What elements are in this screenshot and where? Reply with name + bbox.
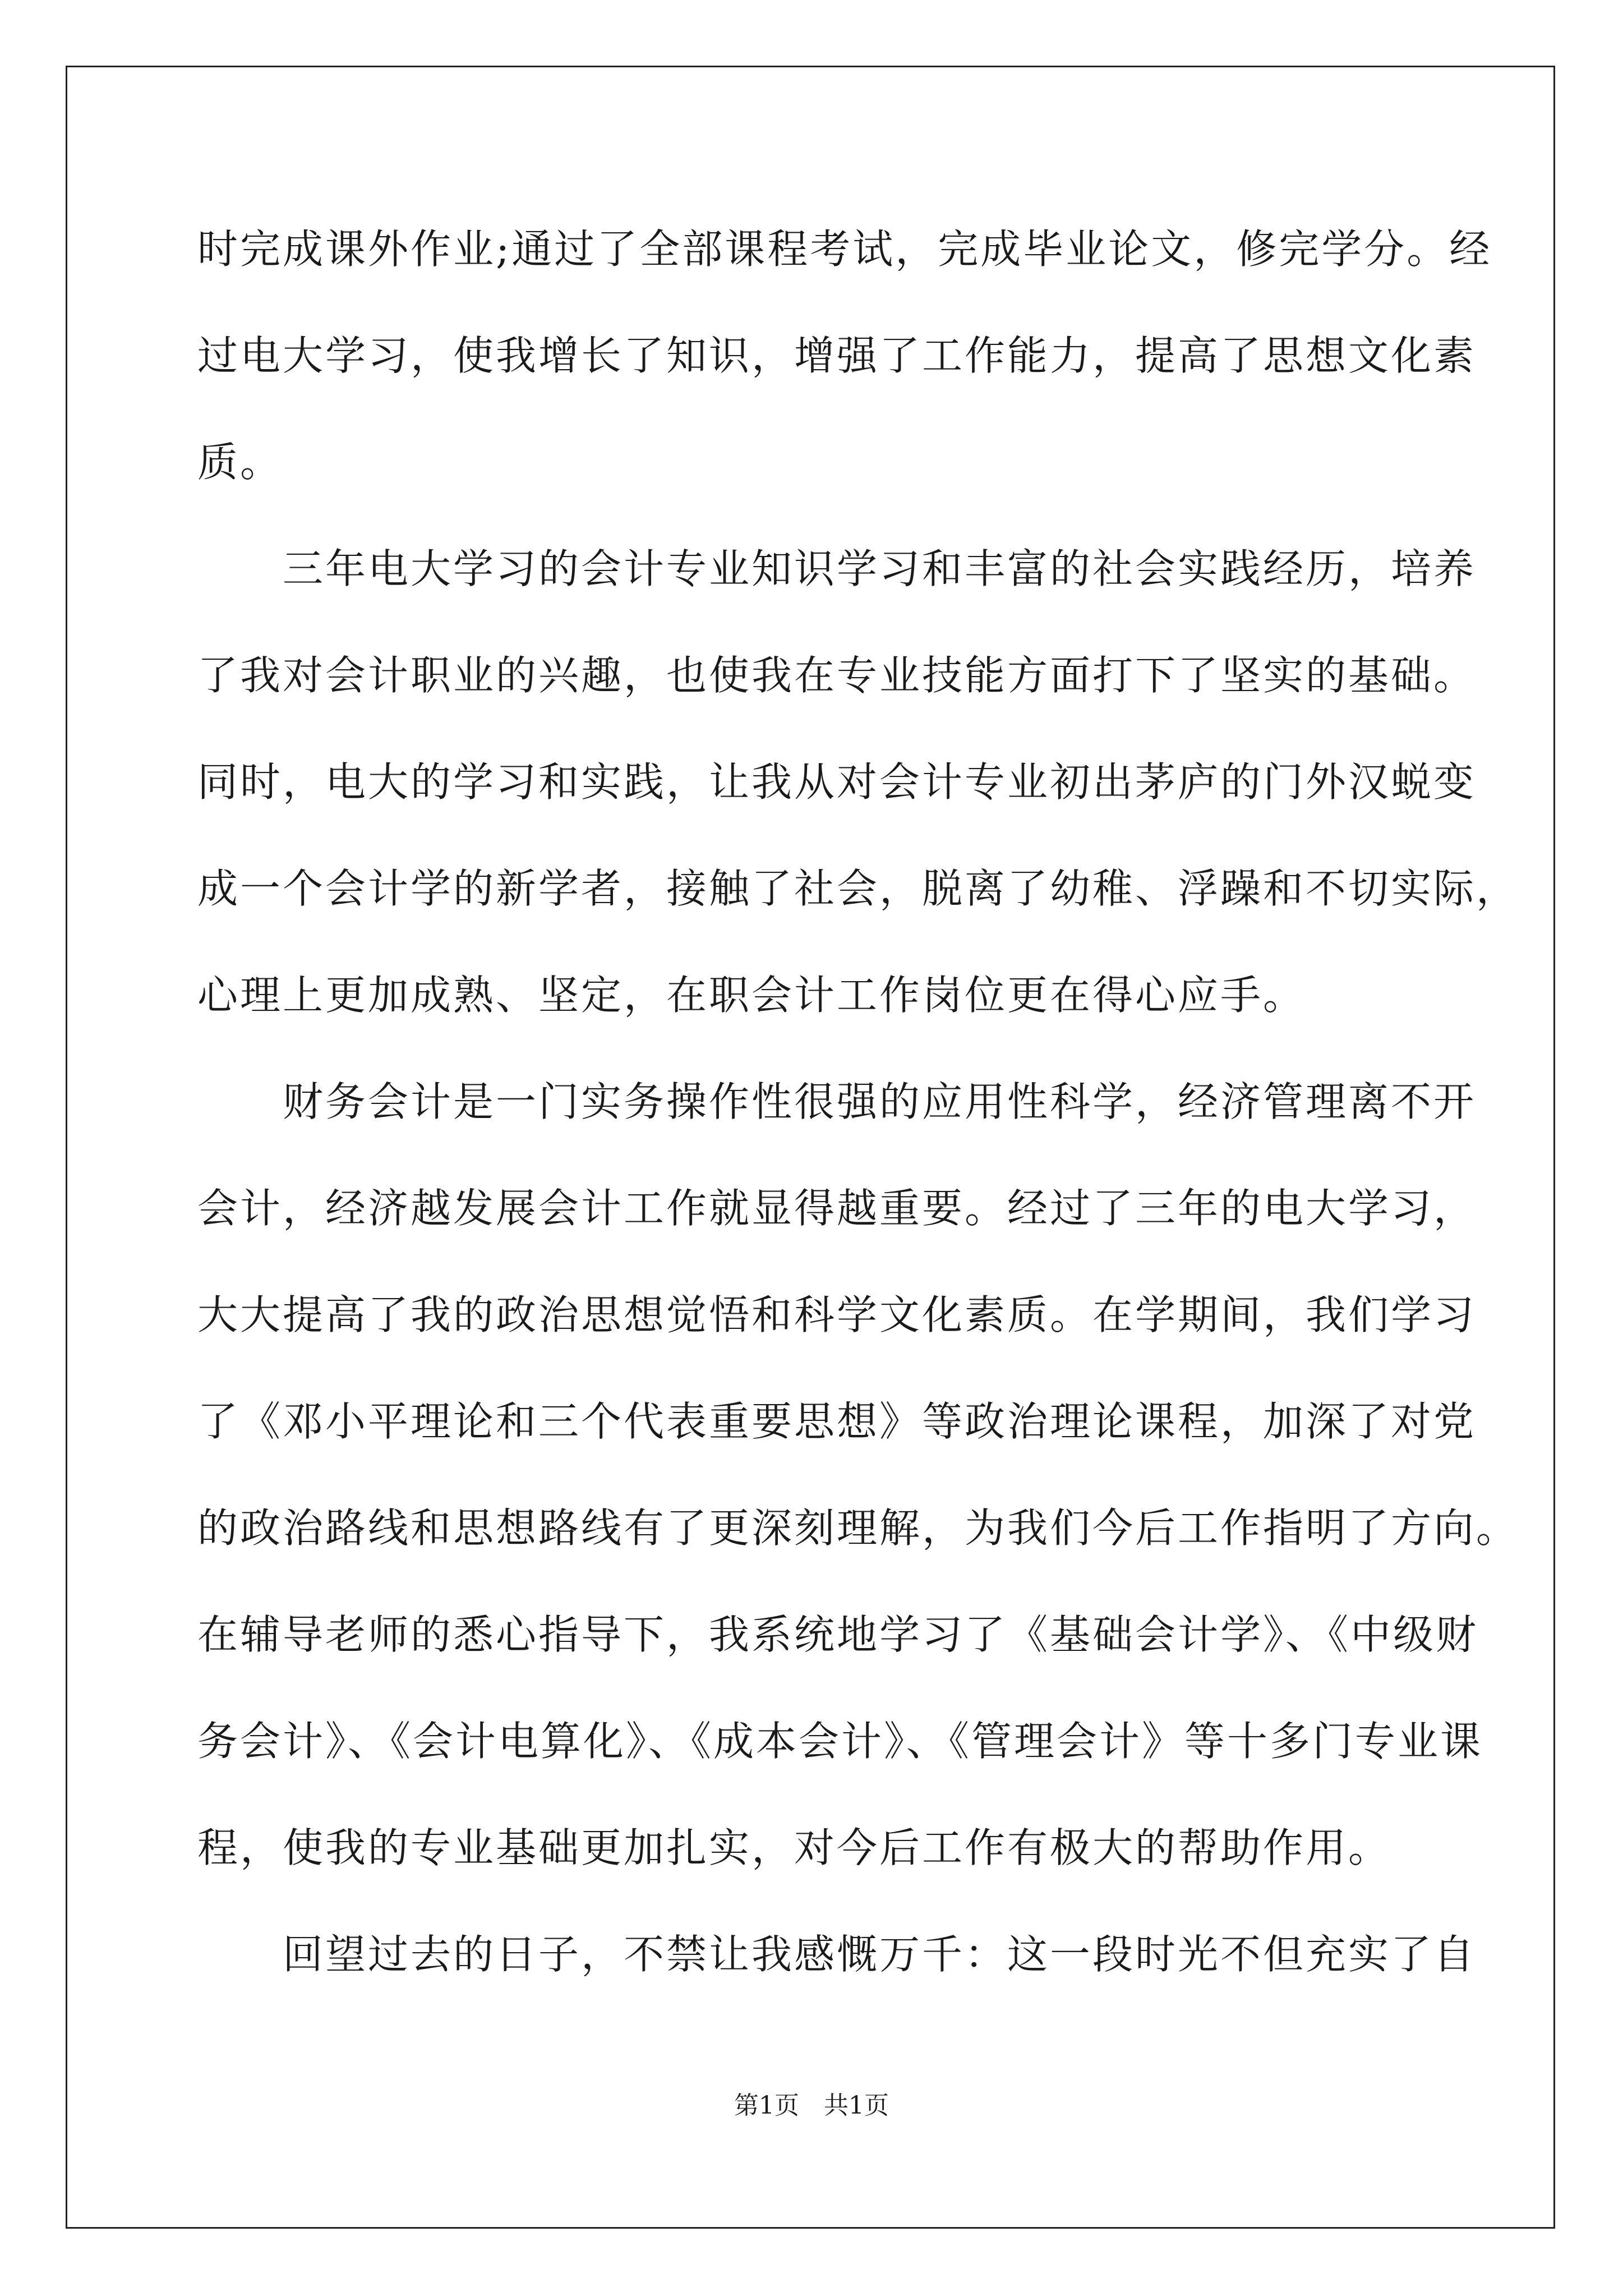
text-line: 成一个会计学的新学者，接触了社会，脱离了幼稚、浮躁和不切实际，: [197, 865, 1519, 912]
text-line: 程，使我的专业基础更加扎实，对今后工作有极大的帮助作用。: [197, 1824, 1391, 1871]
text-line: 同时，电大的学习和实践，让我从对会计专业初出茅庐的门外汉蜕变: [197, 758, 1477, 806]
page-number: 第1页 共1页: [734, 2091, 889, 2120]
text-line: 三年电大学习的会计专业知识学习和丰富的社会实践经历，培养: [197, 545, 1477, 592]
text-line: 了《邓小平理论和三个代表重要思想》等政治理论课程，加深了对党: [197, 1398, 1477, 1445]
text-line: 过电大学习，使我增长了知识，增强了工作能力，提高了思想文化素: [197, 332, 1477, 379]
text-line: 了我对会计职业的兴趣，也使我在专业技能方面打下了坚实的基础。: [197, 652, 1477, 699]
text-line: 回望过去的日子，不禁让我感慨万千：这一段时光不但充实了自: [197, 1931, 1477, 1978]
text-line: 质。: [197, 439, 283, 486]
text-line: 会计，经济越发展会计工作就显得越重要。经过了三年的电大学习，: [197, 1185, 1477, 1232]
text-line: 财务会计是一门实务操作性很强的应用性科学，经济管理离不开: [197, 1078, 1477, 1125]
page-border: [66, 66, 1555, 2229]
text-line: 时完成课外作业;通过了全部课程考试，完成毕业论文，修完学分。经: [197, 226, 1492, 273]
text-line: 心理上更加成熟、坚定，在职会计工作岗位更在得心应手。: [197, 972, 1306, 1019]
text-line: 在辅导老师的悉心指导下，我系统地学习了《基础会计学》、《中级财: [197, 1611, 1479, 1658]
text-line: 大大提高了我的政治思想觉悟和科学文化素质。在学期间，我们学习: [197, 1291, 1477, 1338]
text-line: 的政治路线和思想路线有了更深刻理解，为我们今后工作指明了方向。: [197, 1504, 1519, 1552]
text-line: 务会计》、《会计电算化》、《成本会计》、《管理会计》等十多门专业课: [197, 1718, 1483, 1765]
